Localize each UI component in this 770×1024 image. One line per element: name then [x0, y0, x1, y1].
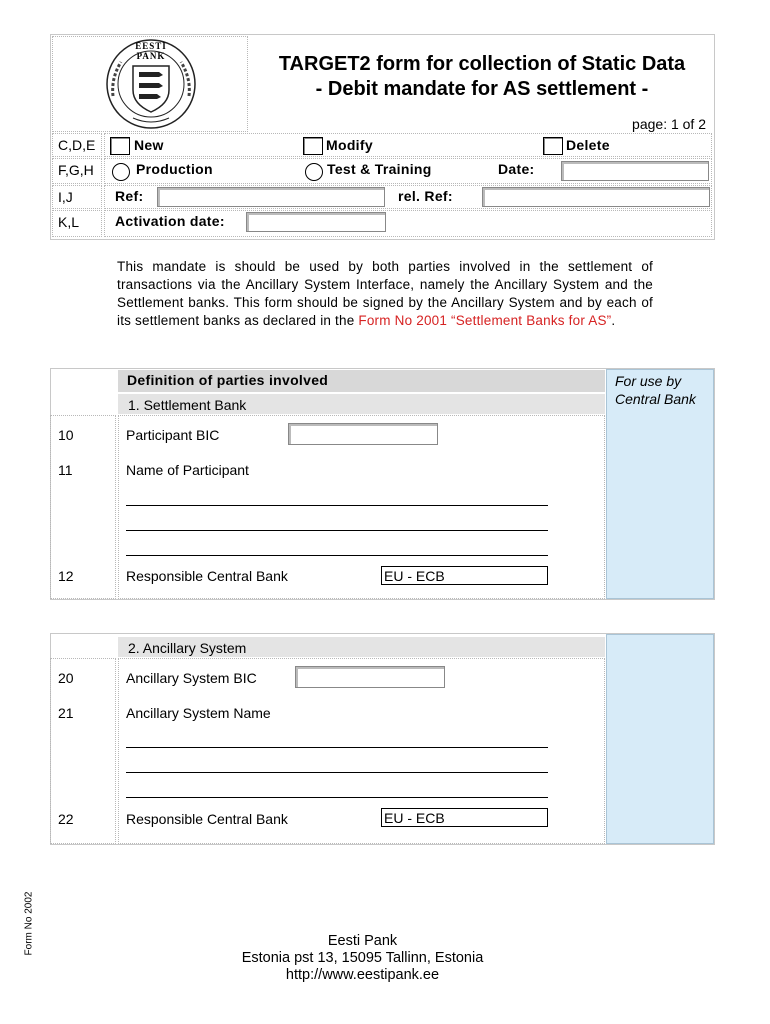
ancillary-system-bic-input[interactable]	[295, 666, 445, 688]
ancillary-system-name-label: Ancillary System Name	[126, 705, 271, 721]
footer-address	[150, 933, 575, 984]
row-code-kl: K,L	[58, 214, 80, 230]
eesti-pank-logo	[103, 38, 199, 130]
field-21-number: 21	[58, 705, 74, 721]
form-number-vertical: Form No 2002	[23, 891, 35, 956]
ref-input[interactable]	[157, 187, 385, 207]
row-code-fgh: F,G,H	[58, 162, 94, 178]
delete-label: Delete	[566, 137, 610, 153]
activation-date-input[interactable]	[246, 212, 386, 232]
participant-name-line-1[interactable]	[126, 505, 548, 506]
page-indicator: page: 1 of 2	[632, 116, 706, 132]
responsible-cb-select-1[interactable]: EU - ECB	[381, 566, 548, 585]
field-12-number: 12	[58, 568, 74, 584]
footer-url[interactable]: http://www.eestipank.ee	[285, 967, 440, 983]
responsible-cb-label-2: Responsible Central Bank	[126, 811, 288, 827]
test-training-label: Test & Training	[327, 161, 432, 177]
rel-ref-label: rel. Ref:	[398, 188, 453, 204]
footer-street: Estonia pst 13, 15095 Tallinn, Estonia	[241, 950, 484, 966]
date-input[interactable]	[561, 161, 709, 181]
intro-paragraph: This mandate is should be used by both parties involved in the settlement of transactions via the Ancillary System Interface, namely the Ancillary System and the Settlement banks. This form should be signed by the Ancillary System and by each of its settlement banks as declared in the Form No 2001 “Settlement Banks for AS”.	[117, 259, 653, 328]
ancillary-system-bic-label: Ancillary System BIC	[126, 670, 257, 686]
ancillary-name-line-2[interactable]	[126, 772, 548, 773]
field-11-number: 11	[58, 462, 73, 478]
footer-org: Eesti Pank	[327, 933, 398, 949]
participant-bic-input[interactable]	[288, 423, 438, 445]
participant-name-line-2[interactable]	[126, 530, 548, 531]
logo-text: EESTI PANK	[135, 41, 167, 61]
ancillary-name-line-1[interactable]	[126, 747, 548, 748]
test-training-radio[interactable]	[305, 163, 323, 181]
production-radio[interactable]	[112, 163, 130, 181]
title-line-1: TARGET2 form for collection of Static Data	[278, 53, 686, 75]
participant-bic-label: Participant BIC	[126, 427, 220, 443]
ref-label: Ref:	[115, 188, 144, 204]
activation-date-label: Activation date:	[115, 213, 225, 229]
field-10-number: 10	[58, 427, 74, 443]
parties-heading-text: Definition of parties involved	[127, 372, 329, 388]
participant-name-label: Name of Participant	[126, 462, 249, 478]
delete-checkbox[interactable]	[543, 137, 563, 155]
ancillary-name-line-3[interactable]	[126, 797, 548, 798]
title-line-2: - Debit mandate for AS settlement -	[315, 78, 649, 100]
date-label: Date:	[498, 161, 535, 177]
new-label: New	[134, 137, 164, 153]
central-bank-column-2	[606, 634, 714, 844]
modify-label: Modify	[326, 137, 373, 153]
settlement-bank-subheading: 1. Settlement Bank	[128, 397, 247, 413]
row-code-ij: I,J	[58, 189, 73, 205]
modify-checkbox[interactable]	[303, 137, 323, 155]
ancillary-system-subheading: 2. Ancillary System	[128, 640, 247, 656]
responsible-cb-select-2[interactable]: EU - ECB	[381, 808, 548, 827]
field-20-number: 20	[58, 670, 74, 686]
form-title	[252, 52, 712, 102]
production-label: Production	[136, 161, 213, 177]
new-checkbox[interactable]	[110, 137, 130, 155]
rel-ref-input[interactable]	[482, 187, 710, 207]
row-code-cde: C,D,E	[58, 137, 96, 153]
form-2001-link[interactable]: Form No 2001 “Settlement Banks for AS”	[358, 313, 612, 328]
central-bank-use-label: For use by Central Bank	[615, 373, 696, 407]
responsible-cb-label-1: Responsible Central Bank	[126, 568, 288, 584]
field-22-number: 22	[58, 811, 74, 827]
participant-name-line-3[interactable]	[126, 555, 548, 556]
